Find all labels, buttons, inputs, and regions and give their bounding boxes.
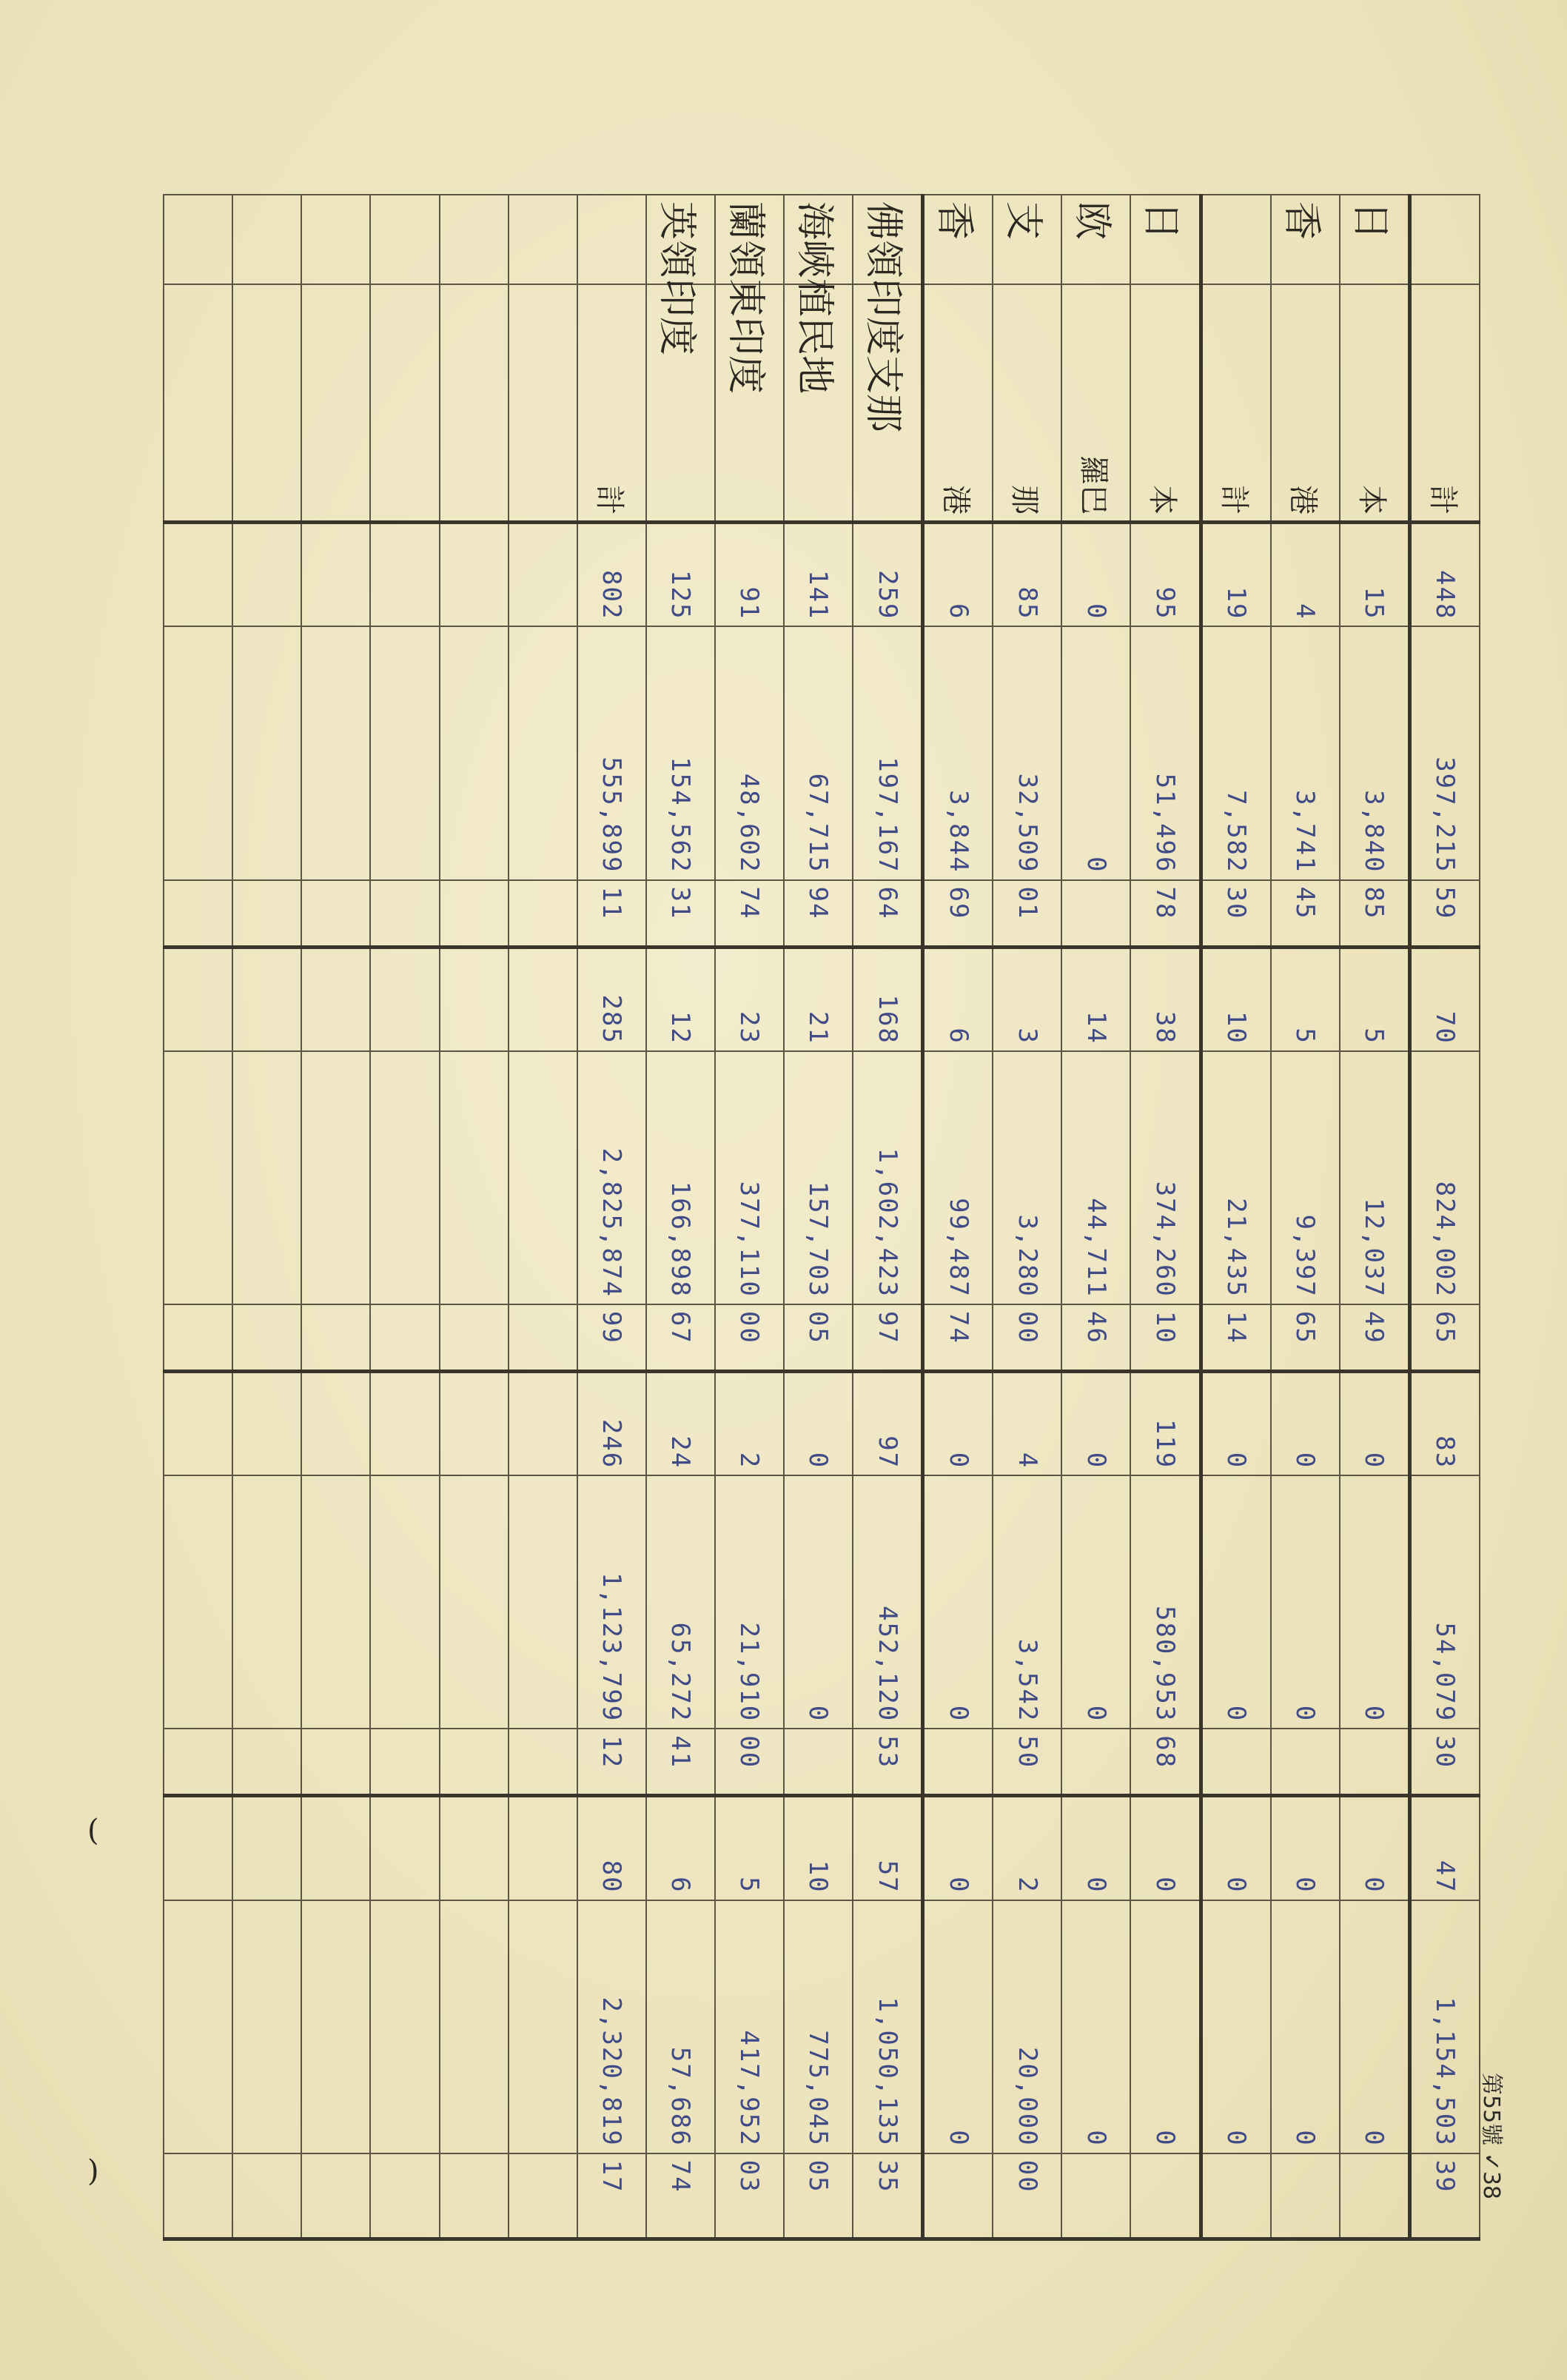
count-cell: 4: [1271, 523, 1340, 627]
blank-cell: [509, 626, 577, 879]
blank-cell: [370, 1371, 439, 1475]
cents-cell: [1061, 1729, 1130, 1796]
cents-cell: [1201, 1729, 1271, 1796]
ledger-row: [646, 195, 715, 2239]
blank-cell: [301, 880, 370, 948]
count-cell: 10: [784, 1796, 853, 1900]
blank-cell: [370, 1729, 439, 1796]
count-cell: 0: [923, 1796, 993, 1900]
count-cell: 0: [923, 1371, 993, 1475]
row-label-secondary: 計: [577, 284, 646, 523]
cents-cell: 53: [853, 1729, 923, 1796]
blank-cell: [370, 626, 439, 879]
cents-cell: [1130, 2153, 1201, 2239]
row-label-primary: 支: [993, 195, 1061, 284]
count-cell: 448: [1409, 523, 1480, 627]
cents-cell: 94: [784, 880, 853, 948]
cents-cell: 17: [577, 2153, 646, 2239]
cents-cell: 11: [577, 880, 646, 948]
count-cell: 0: [1201, 1371, 1271, 1475]
count-cell: 0: [1271, 1796, 1340, 1900]
amount-cell: 417,952: [715, 1900, 784, 2153]
amount-cell: 154,562: [646, 626, 715, 879]
row-label-secondary: 計: [1201, 284, 1271, 523]
amount-cell: 99,487: [923, 1051, 993, 1304]
count-cell: 125: [646, 523, 715, 627]
count-cell: 12: [646, 947, 715, 1051]
amount-cell: 3,280: [993, 1051, 1061, 1304]
blank-cell: [440, 1371, 509, 1475]
blank-cell: [232, 1475, 301, 1729]
count-cell: 95: [1130, 523, 1201, 627]
blank-cell: [301, 195, 370, 284]
row-label-secondary: 本: [1340, 284, 1410, 523]
cents-cell: 00: [715, 1729, 784, 1796]
blank-cell: [370, 2153, 439, 2239]
count-cell: 285: [577, 947, 646, 1051]
amount-cell: 1,602,423: [853, 1051, 923, 1304]
amount-cell: 1,154,503: [1409, 1900, 1480, 2153]
blank-cell: [440, 947, 509, 1051]
blank-cell: [509, 1796, 577, 1900]
blank-ruled-row: [370, 195, 439, 2239]
amount-cell: 377,110: [715, 1051, 784, 1304]
blank-cell: [370, 523, 439, 627]
blank-cell: [232, 1371, 301, 1475]
amount-cell: 21,435: [1201, 1051, 1271, 1304]
count-cell: 0: [1340, 1371, 1410, 1475]
amount-cell: 166,898: [646, 1051, 715, 1304]
count-cell: 5: [1271, 947, 1340, 1051]
blank-cell: [440, 2153, 509, 2239]
blank-cell: [370, 1900, 439, 2153]
cents-cell: 46: [1061, 1304, 1130, 1372]
blank-cell: [232, 1304, 301, 1372]
amount-cell: 0: [1271, 1900, 1340, 2153]
blank-cell: [164, 626, 232, 879]
blank-cell: [370, 1796, 439, 1900]
blank-cell: [301, 947, 370, 1051]
count-cell: 91: [715, 523, 784, 627]
cents-cell: 97: [853, 1304, 923, 1372]
blank-cell: [164, 947, 232, 1051]
amount-cell: 57,686: [646, 1900, 715, 2153]
blank-cell: [440, 1796, 509, 1900]
count-cell: 2: [993, 1796, 1061, 1900]
blank-cell: [370, 284, 439, 523]
blank-cell: [164, 2153, 232, 2239]
cents-cell: 68: [1130, 1729, 1201, 1796]
blank-cell: [509, 284, 577, 523]
blank-cell: [509, 1304, 577, 1372]
blank-cell: [440, 1729, 509, 1796]
blank-cell: [509, 880, 577, 948]
ledger-row: [1409, 195, 1480, 2239]
count-cell: 6: [646, 1796, 715, 1900]
blank-cell: [301, 1304, 370, 1372]
amount-cell: 20,000: [993, 1900, 1061, 2153]
amount-cell: 32,509: [993, 626, 1061, 879]
count-cell: 0: [1201, 1796, 1271, 1900]
blank-cell: [301, 1475, 370, 1729]
row-label-primary: 日: [1130, 195, 1201, 284]
cents-cell: [784, 1729, 853, 1796]
blank-cell: [232, 880, 301, 948]
cents-cell: [1061, 880, 1130, 948]
blank-cell: [440, 1051, 509, 1304]
cents-cell: 59: [1409, 880, 1480, 948]
row-label-primary: 香: [1271, 195, 1340, 284]
margin-mark: ): [87, 2154, 99, 2188]
blank-cell: [301, 523, 370, 627]
cents-cell: 99: [577, 1304, 646, 1372]
blank-cell: [509, 1371, 577, 1475]
cents-cell: [1061, 2153, 1130, 2239]
cents-cell: [1201, 2153, 1271, 2239]
ledger-row: [784, 195, 853, 2239]
count-cell: 0: [1061, 1371, 1130, 1475]
amount-cell: 67,715: [784, 626, 853, 879]
count-cell: 97: [853, 1371, 923, 1475]
blank-cell: [232, 1729, 301, 1796]
amount-cell: 452,120: [853, 1475, 923, 1729]
blank-cell: [164, 1475, 232, 1729]
row-label-secondary: 那: [993, 284, 1061, 523]
cents-cell: 10: [1130, 1304, 1201, 1372]
cents-cell: [923, 2153, 993, 2239]
amount-cell: 0: [1061, 626, 1130, 879]
amount-cell: 51,496: [1130, 626, 1201, 879]
blank-cell: [232, 947, 301, 1051]
cents-cell: 74: [923, 1304, 993, 1372]
blank-cell: [509, 1900, 577, 2153]
count-cell: 0: [1271, 1371, 1340, 1475]
amount-cell: 0: [1130, 1900, 1201, 2153]
blank-cell: [509, 195, 577, 284]
row-label-secondary: 羅巴: [1061, 284, 1130, 523]
amount-cell: 555,899: [577, 626, 646, 879]
amount-cell: 12,037: [1340, 1051, 1410, 1304]
row-label-primary: [577, 195, 646, 284]
cents-cell: 30: [1201, 880, 1271, 948]
cents-cell: [1271, 2153, 1340, 2239]
row-label-secondary: 港: [923, 284, 993, 523]
cents-cell: 49: [1340, 1304, 1410, 1372]
blank-cell: [440, 284, 509, 523]
count-cell: 85: [993, 523, 1061, 627]
amount-cell: 54,079: [1409, 1475, 1480, 1729]
amount-cell: 0: [784, 1475, 853, 1729]
cents-cell: 01: [993, 880, 1061, 948]
amount-cell: 1,050,135: [853, 1900, 923, 2153]
blank-cell: [440, 626, 509, 879]
count-cell: 259: [853, 523, 923, 627]
blank-ruled-row: [301, 195, 370, 2239]
count-cell: 0: [1061, 1796, 1130, 1900]
cents-cell: [923, 1729, 993, 1796]
blank-cell: [232, 2153, 301, 2239]
ledger-row: [715, 195, 784, 2239]
count-cell: 0: [1130, 1796, 1201, 1900]
row-label-primary: 海峽植民地: [784, 195, 853, 284]
cents-cell: 39: [1409, 2153, 1480, 2239]
blank-cell: [509, 1729, 577, 1796]
count-cell: 2: [715, 1371, 784, 1475]
blank-cell: [440, 1900, 509, 2153]
count-cell: 246: [577, 1371, 646, 1475]
row-label-primary: 蘭領東印度: [715, 195, 784, 284]
blank-cell: [370, 1304, 439, 1372]
ledger-row: [1340, 195, 1410, 2239]
blank-cell: [164, 195, 232, 284]
ledger-row: [1130, 195, 1201, 2239]
amount-cell: 3,840: [1340, 626, 1410, 879]
cents-cell: 05: [784, 2153, 853, 2239]
row-label-primary: [1409, 195, 1480, 284]
count-cell: 5: [715, 1796, 784, 1900]
blank-cell: [440, 880, 509, 948]
blank-cell: [164, 1796, 232, 1900]
cents-cell: 85: [1340, 880, 1410, 948]
blank-cell: [164, 284, 232, 523]
cents-cell: 65: [1271, 1304, 1340, 1372]
cents-cell: 45: [1271, 880, 1340, 948]
count-cell: 6: [923, 947, 993, 1051]
blank-cell: [370, 1051, 439, 1304]
amount-cell: 0: [1340, 1900, 1410, 2153]
blank-cell: [301, 1796, 370, 1900]
blank-cell: [164, 1900, 232, 2153]
count-cell: 47: [1409, 1796, 1480, 1900]
blank-cell: [509, 1475, 577, 1729]
count-cell: 168: [853, 947, 923, 1051]
count-cell: 19: [1201, 523, 1271, 627]
cents-cell: 12: [577, 1729, 646, 1796]
blank-cell: [164, 1304, 232, 1372]
blank-cell: [370, 195, 439, 284]
count-cell: 21: [784, 947, 853, 1051]
blank-cell: [232, 1900, 301, 2153]
amount-cell: 824,002: [1409, 1051, 1480, 1304]
blank-cell: [301, 2153, 370, 2239]
row-label-primary: 英領印度: [646, 195, 715, 284]
row-label-primary: 欧: [1061, 195, 1130, 284]
blank-cell: [370, 947, 439, 1051]
row-label-primary: 香: [923, 195, 993, 284]
blank-cell: [440, 195, 509, 284]
amount-cell: 0: [1061, 1475, 1130, 1729]
cents-cell: 65: [1409, 1304, 1480, 1372]
ledger-body: [164, 195, 1480, 2239]
blank-cell: [509, 1051, 577, 1304]
count-cell: 0: [784, 1371, 853, 1475]
cents-cell: 67: [646, 1304, 715, 1372]
amount-cell: 7,582: [1201, 626, 1271, 879]
count-cell: 3: [993, 947, 1061, 1051]
blank-cell: [232, 523, 301, 627]
page-number-stamp: 第55號 ✓38: [1478, 2073, 1504, 2200]
amount-cell: 0: [1201, 1900, 1271, 2153]
amount-cell: 197,167: [853, 626, 923, 879]
cents-cell: 35: [853, 2153, 923, 2239]
ledger-table: [163, 194, 1480, 2241]
count-cell: 119: [1130, 1371, 1201, 1475]
cents-cell: 00: [993, 1304, 1061, 1372]
ledger-row: [853, 195, 923, 2239]
cents-cell: 14: [1201, 1304, 1271, 1372]
blank-cell: [301, 626, 370, 879]
count-cell: 5: [1340, 947, 1410, 1051]
blank-cell: [301, 1729, 370, 1796]
amount-cell: 0: [923, 1900, 993, 2153]
cents-cell: 41: [646, 1729, 715, 1796]
amount-cell: 48,602: [715, 626, 784, 879]
amount-cell: 2,825,874: [577, 1051, 646, 1304]
amount-cell: 2,320,819: [577, 1900, 646, 2153]
cents-cell: 00: [993, 2153, 1061, 2239]
blank-ruled-row: [232, 195, 301, 2239]
blank-cell: [232, 284, 301, 523]
ledger-row: [577, 195, 646, 2239]
amount-cell: 0: [1201, 1475, 1271, 1729]
amount-cell: 580,953: [1130, 1475, 1201, 1729]
blank-cell: [232, 195, 301, 284]
blank-cell: [509, 523, 577, 627]
margin-mark: (: [87, 1814, 99, 1848]
count-cell: 10: [1201, 947, 1271, 1051]
amount-cell: 21,910: [715, 1475, 784, 1729]
count-cell: 0: [1061, 523, 1130, 627]
ledger-table-wrapper: [163, 194, 1480, 2241]
blank-cell: [370, 880, 439, 948]
cents-cell: 74: [715, 880, 784, 948]
blank-cell: [164, 523, 232, 627]
blank-cell: [370, 1475, 439, 1729]
cents-cell: [1340, 2153, 1410, 2239]
amount-cell: 9,397: [1271, 1051, 1340, 1304]
count-cell: 141: [784, 523, 853, 627]
count-cell: 70: [1409, 947, 1480, 1051]
amount-cell: 374,260: [1130, 1051, 1201, 1304]
blank-cell: [232, 1796, 301, 1900]
row-label-primary: 佛領印度支那: [853, 195, 923, 284]
blank-cell: [164, 1371, 232, 1475]
amount-cell: 3,844: [923, 626, 993, 879]
cents-cell: 03: [715, 2153, 784, 2239]
row-label-secondary: 本: [1130, 284, 1201, 523]
cents-cell: [1271, 1729, 1340, 1796]
amount-cell: 157,703: [784, 1051, 853, 1304]
count-cell: 0: [1340, 1796, 1410, 1900]
ledger-row: [1271, 195, 1340, 2239]
cents-cell: 78: [1130, 880, 1201, 948]
amount-cell: 1,123,799: [577, 1475, 646, 1729]
blank-cell: [164, 880, 232, 948]
ledger-row: [993, 195, 1061, 2239]
count-cell: 83: [1409, 1371, 1480, 1475]
count-cell: 23: [715, 947, 784, 1051]
count-cell: 57: [853, 1796, 923, 1900]
amount-cell: 775,045: [784, 1900, 853, 2153]
blank-cell: [164, 1051, 232, 1304]
count-cell: 6: [923, 523, 993, 627]
blank-cell: [301, 1051, 370, 1304]
amount-cell: 0: [1340, 1475, 1410, 1729]
cents-cell: 50: [993, 1729, 1061, 1796]
row-label-primary: [1201, 195, 1271, 284]
count-cell: 4: [993, 1371, 1061, 1475]
ledger-row: [1061, 195, 1130, 2239]
row-label-primary: 日: [1340, 195, 1410, 284]
cents-cell: 30: [1409, 1729, 1480, 1796]
blank-cell: [301, 284, 370, 523]
count-cell: 802: [577, 523, 646, 627]
amount-cell: 0: [923, 1475, 993, 1729]
count-cell: 15: [1340, 523, 1410, 627]
blank-cell: [509, 2153, 577, 2239]
ledger-row: [1201, 195, 1271, 2239]
blank-ruled-row: [164, 195, 232, 2239]
blank-cell: [440, 523, 509, 627]
cents-cell: [1340, 1729, 1410, 1796]
blank-ruled-row: [440, 195, 509, 2239]
count-cell: 80: [577, 1796, 646, 1900]
blank-cell: [232, 626, 301, 879]
count-cell: 38: [1130, 947, 1201, 1051]
count-cell: 24: [646, 1371, 715, 1475]
row-label-secondary: 港: [1271, 284, 1340, 523]
amount-cell: 3,741: [1271, 626, 1340, 879]
amount-cell: 3,542: [993, 1475, 1061, 1729]
blank-cell: [509, 947, 577, 1051]
row-label-secondary: 計: [1409, 284, 1480, 523]
blank-cell: [164, 1729, 232, 1796]
cents-cell: 64: [853, 880, 923, 948]
cents-cell: 74: [646, 2153, 715, 2239]
cents-cell: 00: [715, 1304, 784, 1372]
blank-cell: [301, 1900, 370, 2153]
blank-ruled-row: [509, 195, 577, 2239]
blank-cell: [232, 1051, 301, 1304]
amount-cell: 44,711: [1061, 1051, 1130, 1304]
amount-cell: 65,272: [646, 1475, 715, 1729]
count-cell: 14: [1061, 947, 1130, 1051]
amount-cell: 0: [1271, 1475, 1340, 1729]
amount-cell: 397,215: [1409, 626, 1480, 879]
blank-cell: [440, 1475, 509, 1729]
cents-cell: 69: [923, 880, 993, 948]
ledger-row: [923, 195, 993, 2239]
amount-cell: 0: [1061, 1900, 1130, 2153]
cents-cell: 31: [646, 880, 715, 948]
blank-cell: [440, 1304, 509, 1372]
cents-cell: 05: [784, 1304, 853, 1372]
blank-cell: [301, 1371, 370, 1475]
